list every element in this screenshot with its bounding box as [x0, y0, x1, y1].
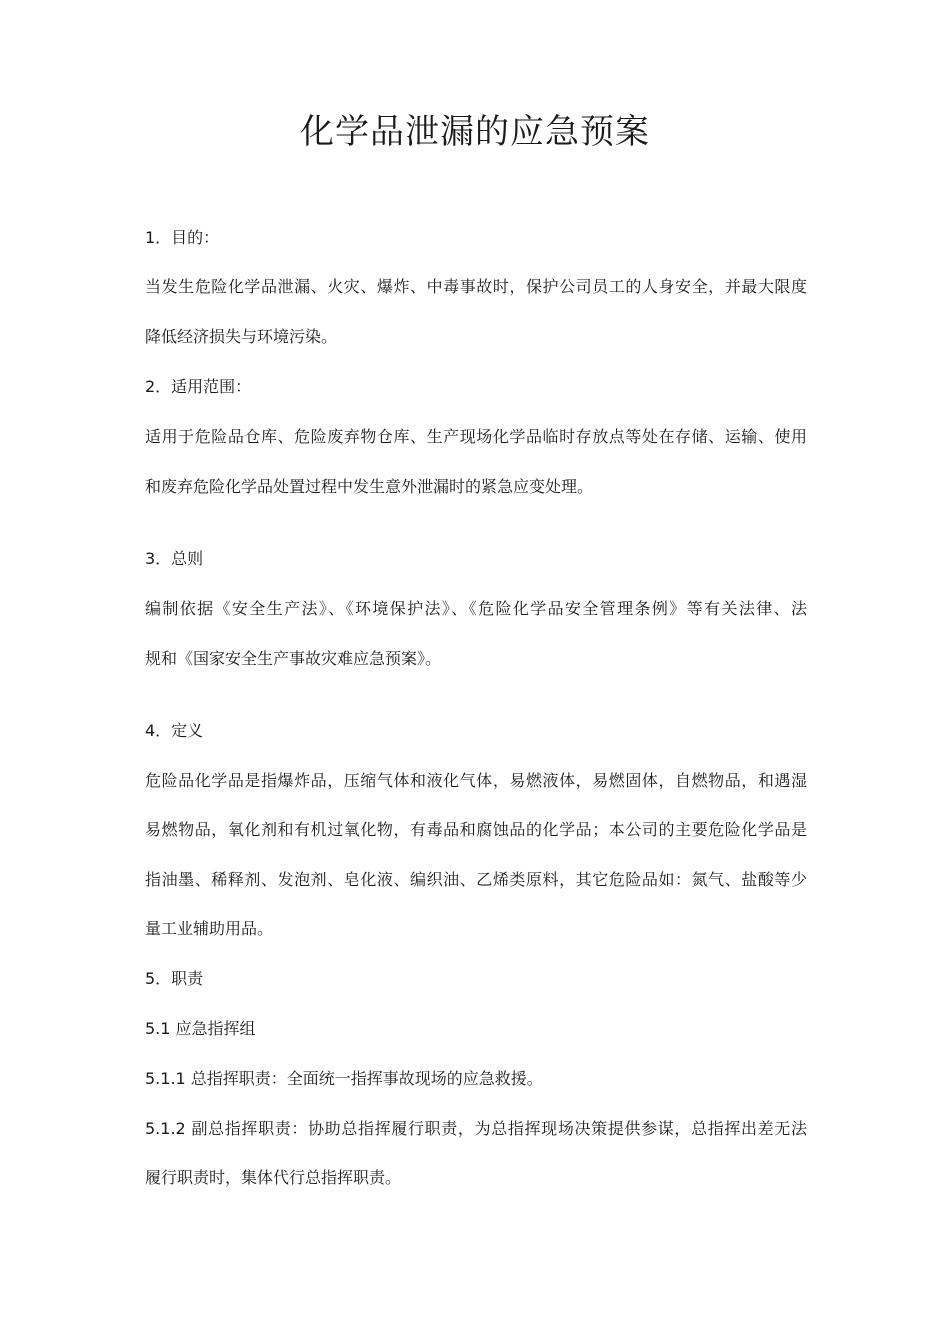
heading-definition: 4．定义: [145, 721, 204, 740]
paragraph-line: 5.1.1 总指挥职责：全面统一指挥事故现场的应急救援。: [145, 1069, 543, 1088]
paragraph-line: 降低经济损失与环境污染。: [145, 327, 338, 346]
paragraph-line: 易燃物品，氧化剂和有机过氧化物，有毒品和腐蚀品的化学品；本公司的主要危险化学品是: [145, 820, 807, 839]
heading-purpose: 1．目的：: [145, 228, 220, 247]
paragraph-line: 规和《国家安全生产事故灾难应急预案》。: [145, 649, 442, 668]
heading-general: 3．总则: [145, 549, 204, 568]
document-title: 化学品泄漏的应急预案: [300, 112, 650, 152]
paragraph-line: 量工业辅助用品。: [145, 919, 274, 938]
paragraph-line: 当发生危险化学品泄漏、火灾、爆炸、中毒事故时，保护公司员工的人身安全，并最大限度: [145, 277, 807, 296]
paragraph-line: 5.1.2 副总指挥职责：协助总指挥履行职责，为总指挥现场决策提供参谋，总指挥出差无法: [145, 1119, 807, 1138]
paragraph-line: 和废弃危险化学品处置过程中发生意外泄漏时的紧急应变处理。: [145, 477, 594, 496]
paragraph-line: 指油墨、稀释剂、发泡剂、皂化液、编织油、乙烯类原料，其它危险品如：氮气、盐酸等少: [145, 870, 807, 889]
paragraph-line: 适用于危险品仓库、危险废弃物仓库、生产现场化学品临时存放点等处在存储、运输、使用: [145, 427, 807, 446]
subheading-command-group: 5.1 应急指挥组: [145, 1019, 256, 1038]
heading-duties: 5．职责: [145, 969, 204, 988]
heading-scope: 2．适用范围：: [145, 377, 252, 396]
paragraph-line: 履行职责时，集体代行总指挥职责。: [145, 1168, 402, 1187]
paragraph-line: 编制依据《安全生产法》、《环境保护法》、《危险化学品安全管理条例》等有关法律、法: [145, 599, 807, 618]
paragraph-line: 危险品化学品是指爆炸品，压缩气体和液化气体，易燃液体，易燃固体，自燃物品，和遇湿: [145, 771, 807, 790]
